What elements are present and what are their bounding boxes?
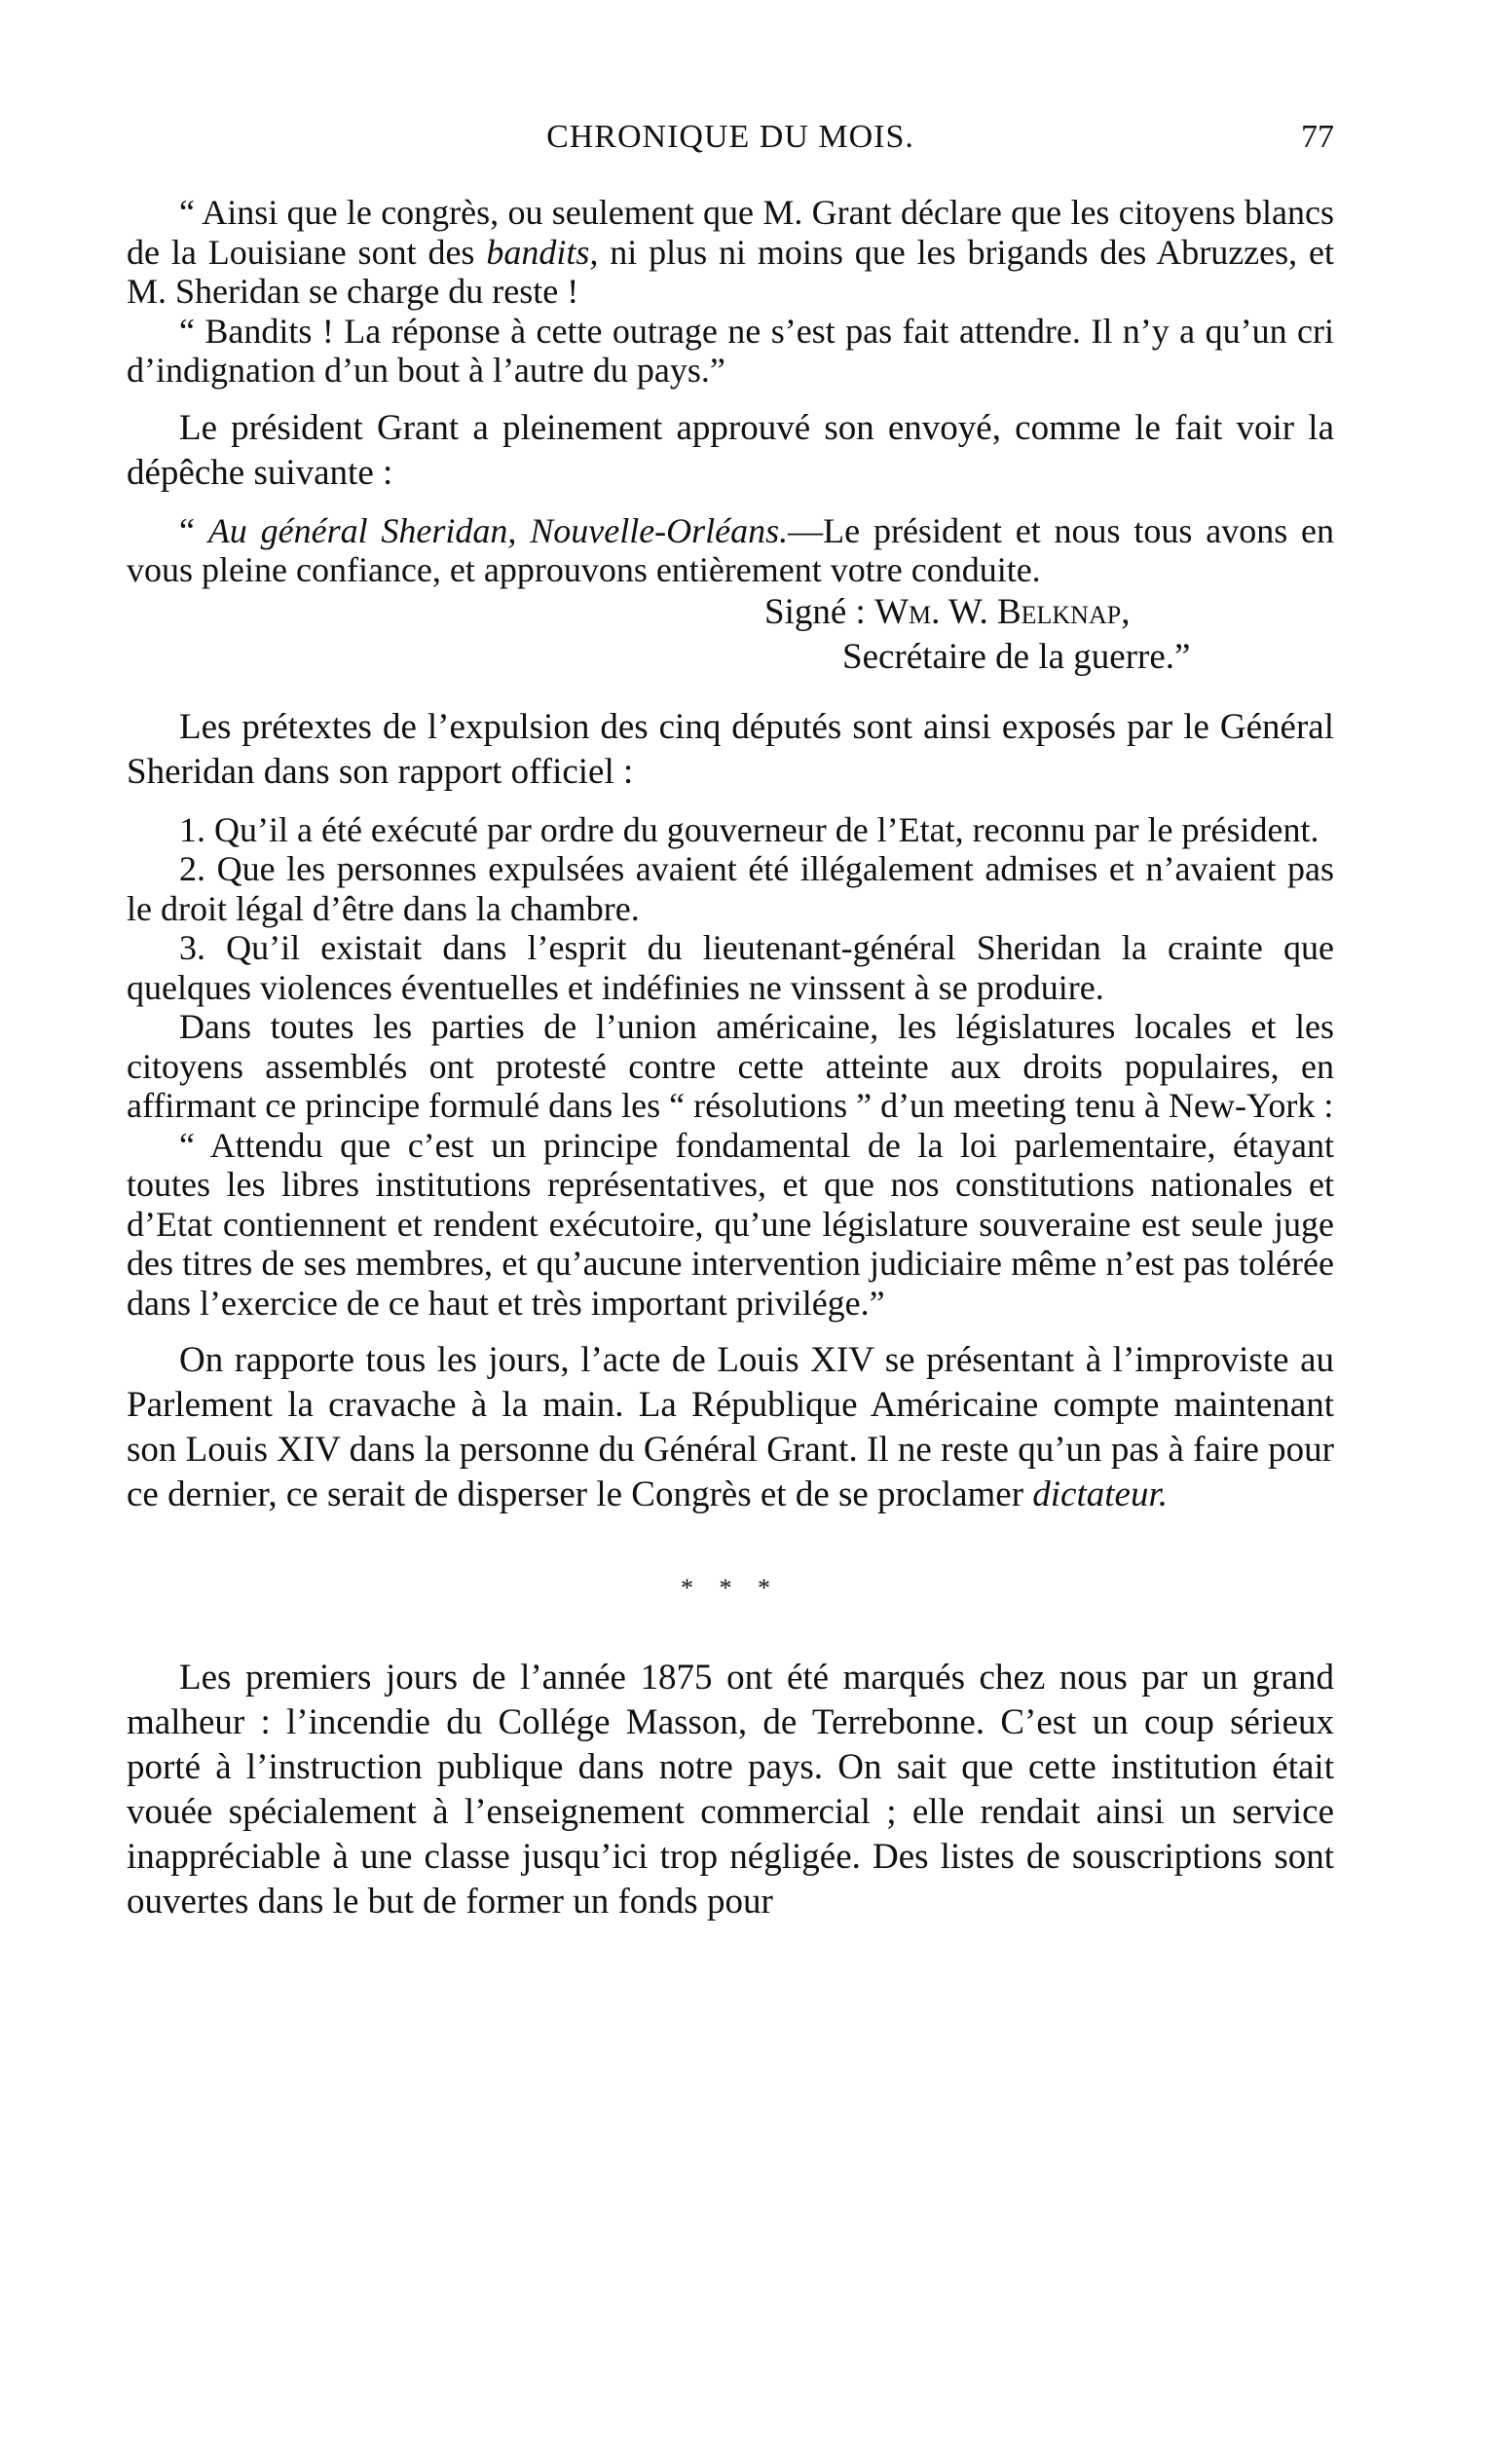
paragraph-quote-2: “ Bandits ! La réponse à cette outrage ne s’est pas fait attendre. Il n’y a qu’un cri d’indignation d’un bout à l’autre du pays.” [127, 311, 1334, 390]
list-item-2: 2. Que les personnes expulsées avaient été illégalement admises et n’avaient pas le droit légal d’être dans la chambre. [127, 849, 1334, 928]
page-header [127, 119, 1334, 168]
paragraph-quote-1-italic: bandits, [486, 232, 599, 272]
paragraph-grant-approval: Le président Grant a pleinement approuvé son envoyé, comme le fait voir la dépêche suivante : [127, 407, 1334, 493]
paragraph-louis-xiv-italic: dictateur. [1032, 1475, 1169, 1514]
paragraph-quote-1-end: ni plus ni moins que les brigands des Abruzzes, et M. Sheridan se charge du reste ! [127, 232, 1335, 311]
paragraph-union-protest: Dans toutes les parties de l’union américaine, les législatures locales et les citoyens assemblés ont protesté contre cette atteinte aux droits populaires, en affirmant ce principe formulé dans les “ résolutions ” d’un meeting tenu à New-York : [127, 1007, 1334, 1125]
paragraph-resolution-quote: “ Attendu que c’est un principe fondamental de la loi parlementaire, étayant toutes les libres institutions représentatives, et que nos constitutions nationales et d’Etat contiennent et rendent exécutoire, qu’une législature souveraine est seule juge des titres de ses membres, et qu’aucune intervention judiciaire même n’est pas tolérée dans l’exercice de ce haut et très important privilége.” [127, 1125, 1334, 1323]
list-item-1: 1. Qu’il a été exécuté par ordre du gouverneur de l’Etat, reconnu par le président. [179, 809, 1319, 849]
body-text [127, 193, 1334, 1924]
signature-line [127, 590, 1334, 635]
running-title: CHRONIQUE DU MOIS. [546, 119, 914, 155]
paragraph-louis-xiv [127, 1338, 1334, 1517]
paragraph-quote-1-text: “ Ainsi que le congrès, ou seulement que M. Grant déclare que les citoyens blancs de la Louisiane sont des [127, 193, 1334, 272]
signature-name: Wm. W. Belknap, [874, 591, 1131, 632]
paragraph-quote-1 [127, 193, 1334, 312]
section-separator-stars: * * * [681, 1574, 780, 1602]
paragraph-dispatch [127, 511, 1334, 590]
page-number: 77 [1301, 119, 1334, 155]
dispatch-addressee: Au général Sheridan, Nouvelle-Orléans. [207, 510, 789, 550]
paragraph-college-masson: Les premiers jours de l’année 1875 ont été marqués chez nous par un grand malheur : l’incendie du Collége Masson, de Terrebonne. C’est un coup sérieux porté à l’instruction publique dans notre pays. On sait que cette institution était vouée spécialement à l’enseignement commercial ; elle rendait ainsi un service inappréciable à une classe jusqu’ici trop négligée. Des listes de souscriptions sont ouvertes dans le but de former un fonds pour [127, 1658, 1334, 1922]
dispatch-open-quote: “ [179, 510, 208, 550]
signature-title: Secrétaire de la guerre.” [842, 636, 1191, 677]
paragraph-pretexts: Les prétextes de l’expulsion des cinq députés sont ainsi exposés par le Général Sheridan dans son rapport officiel : [127, 706, 1334, 792]
dispatch-text: —Le président et nous tous avons en vous pleine confiance, et approuvons entièrement votre conduite. [127, 510, 1334, 589]
signature-label: Signé : [764, 591, 875, 632]
paragraph-louis-xiv-text: On rapporte tous les jours, l’acte de Louis XIV se présentant à l’improviste au Parlement la cravache à la main. La République Américaine compte maintenant son Louis XIV dans la personne du Général Grant. Il ne reste qu’un pas à faire pour ce dernier, ce serait de disperser le Congrès et de se proclamer [127, 1340, 1334, 1514]
list-item-3: 3. Qu’il existait dans l’esprit du lieutenant-général Sheridan la crainte que quelques violences éventuelles et indéfinies ne vinssent à se produire. [127, 928, 1334, 1007]
